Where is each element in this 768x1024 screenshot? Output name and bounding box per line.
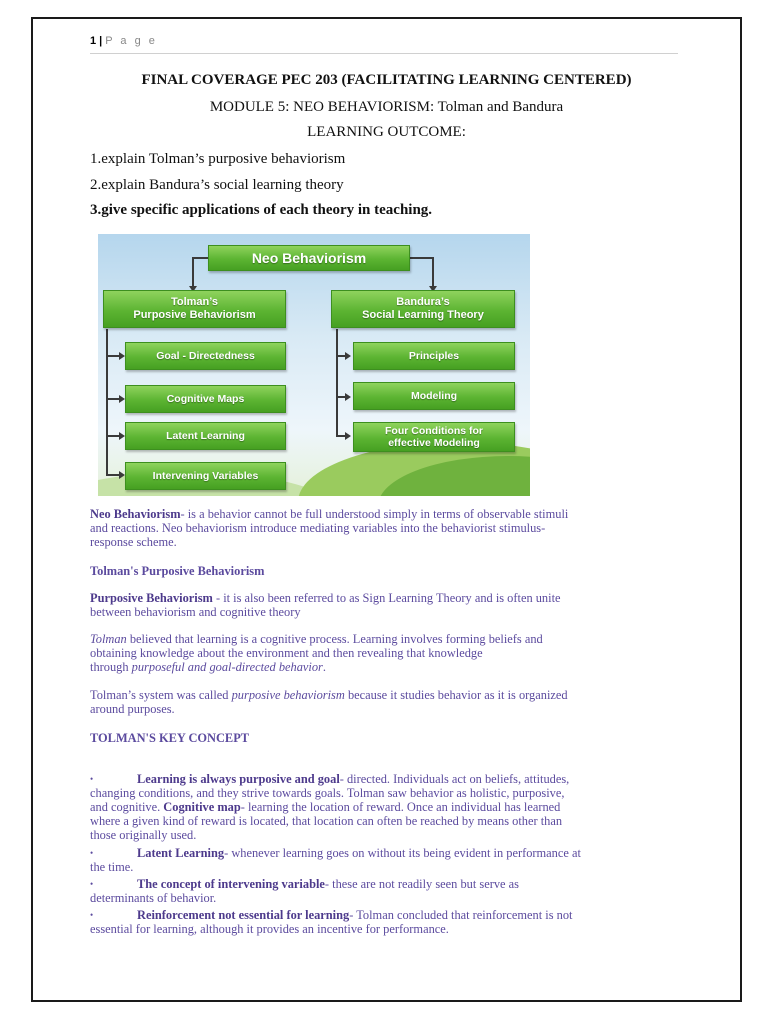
- diagram-node: Goal - Directedness: [125, 342, 286, 370]
- arrow-icon: [345, 432, 351, 440]
- text-line: and reactions. Neo behaviorism introduce mediating variables into the behaviorist stimulus-: [90, 521, 546, 535]
- text-line: those originally used.: [90, 828, 197, 842]
- bullet-item: [90, 846, 690, 874]
- emphasis-text: purposive behaviorism: [231, 688, 345, 702]
- text-line: - learning the location of reward. Once an individual has learned: [240, 800, 561, 814]
- purposive-behaviorism-paragraph: [90, 591, 690, 619]
- learning-outcome-heading: LEARNING OUTCOME:: [307, 124, 466, 140]
- outcome-item: 2.explain Bandura’s social learning theory: [90, 177, 344, 193]
- bullet-icon: •: [90, 879, 94, 889]
- arrow-icon: [345, 352, 351, 360]
- diagram-node: Cognitive Maps: [125, 385, 286, 413]
- text-line: - whenever learning goes on without its being evident in performance at: [224, 846, 581, 860]
- text-line: believed that learning is a cognitive process. Learning involves forming beliefs and: [126, 632, 543, 646]
- purposive-behaviorism-term: Purposive Behaviorism: [90, 591, 213, 605]
- bullet-item: [90, 877, 690, 905]
- connector-line: [192, 257, 208, 259]
- text-line: Tolman’s system was called: [90, 688, 232, 702]
- diagram-node: Intervening Variables: [125, 462, 286, 490]
- header-separator: |: [99, 35, 103, 47]
- emphasis-text: purposeful and goal-directed behavior: [131, 660, 323, 674]
- tolman-belief-paragraph: [90, 632, 690, 674]
- tolman-node: [103, 290, 286, 328]
- text-line: determinants of behavior.: [90, 891, 217, 905]
- text-line: around purposes.: [90, 702, 175, 716]
- text-line: - is a behavior cannot be full understood simply in terms of observable stimuli: [180, 507, 569, 521]
- tolman-name: Tolman: [90, 632, 127, 646]
- bullet-term: Latent Learning: [137, 846, 225, 860]
- text-line: between behaviorism and cognitive theory: [90, 605, 301, 619]
- text-line: essential for learning, although it provides an incentive for performance.: [90, 922, 449, 936]
- outcome-item: 3.give specific applications of each theory in teaching.: [90, 202, 433, 218]
- neo-behaviorism-paragraph: [90, 507, 690, 549]
- connector-line: [336, 329, 338, 436]
- bullet-item: [90, 908, 690, 936]
- page-header: [90, 35, 678, 54]
- page-label: P a g e: [105, 35, 158, 47]
- diagram-node-label: effective Modeling: [388, 437, 480, 449]
- bullet-icon: •: [90, 848, 94, 858]
- text-line: obtaining knowledge about the environment and then revealing that knowledge: [90, 646, 483, 660]
- text-line: response scheme.: [90, 535, 177, 549]
- diagram-node: Latent Learning: [125, 422, 286, 450]
- connector-line: [106, 355, 120, 357]
- diagram-node: [353, 422, 515, 452]
- page-number: 1: [90, 35, 97, 47]
- connector-line: [106, 398, 120, 400]
- text-line: the time.: [90, 860, 134, 874]
- bullet-icon: •: [90, 910, 94, 920]
- text-line: - Tolman concluded that reinforcement is not: [349, 908, 573, 922]
- text-line: .: [322, 660, 326, 674]
- tolman-node-label: Tolman’s: [170, 296, 219, 309]
- text-line: - directed. Individuals act on beliefs, attitudes,: [339, 772, 570, 786]
- text-line: where a given kind of reward is located, that location can often be reached by means other than: [90, 814, 563, 828]
- outcome-item: 1.explain Tolman’s purposive behaviorism: [90, 151, 346, 167]
- connector-line: [106, 435, 120, 437]
- neo-behaviorism-term: Neo Behaviorism: [90, 507, 181, 521]
- diagram-node: Modeling: [353, 382, 515, 410]
- connector-line: [410, 257, 434, 259]
- connector-line: [106, 474, 120, 476]
- arrow-icon: [345, 393, 351, 401]
- text-line: changing conditions, and they strive towards goals. Tolman saw behavior as holistic, purposive,: [90, 786, 565, 800]
- section-heading: Tolman's Purposive Behaviorism: [90, 564, 265, 578]
- text-line: because it studies behavior as it is organized: [344, 688, 568, 702]
- text-line: - these are not readily seen but serve as: [324, 877, 519, 891]
- document-title: FINAL COVERAGE PEC 203 (FACILITATING LEARNING CENTERED): [141, 72, 632, 88]
- root-node: Neo Behaviorism: [208, 245, 410, 271]
- diagram-node-label: Four Conditions for: [385, 424, 483, 437]
- bullet-term: Reinforcement not essential for learning: [137, 908, 350, 922]
- bullet-term: Cognitive map: [163, 800, 241, 814]
- neo-behaviorism-diagram: [98, 234, 530, 496]
- bullet-term: The concept of intervening variable: [137, 877, 325, 891]
- connector-line: [432, 257, 434, 287]
- connector-line: [192, 257, 194, 287]
- bullet-item: [90, 772, 690, 842]
- bandura-node-label: Bandura’s: [396, 296, 450, 309]
- bullet-icon: •: [90, 774, 94, 784]
- section-heading: TOLMAN'S KEY CONCEPT: [90, 731, 250, 745]
- text-line: and cognitive.: [90, 800, 164, 814]
- diagram-node: Principles: [353, 342, 515, 370]
- bandura-node-label: Social Learning Theory: [362, 309, 484, 321]
- text-line: through: [90, 660, 132, 674]
- text-line: - it is also been referred to as Sign Learning Theory and is often unite: [212, 591, 561, 605]
- bullet-term: Learning is always purposive and goal: [137, 772, 340, 786]
- tolman-node-label: Purposive Behaviorism: [133, 309, 256, 321]
- module-title: MODULE 5: NEO BEHAVIORISM: Tolman and Bandura: [209, 99, 564, 115]
- connector-line: [106, 329, 108, 475]
- bandura-node: [331, 290, 515, 328]
- tolman-system-paragraph: [90, 688, 690, 716]
